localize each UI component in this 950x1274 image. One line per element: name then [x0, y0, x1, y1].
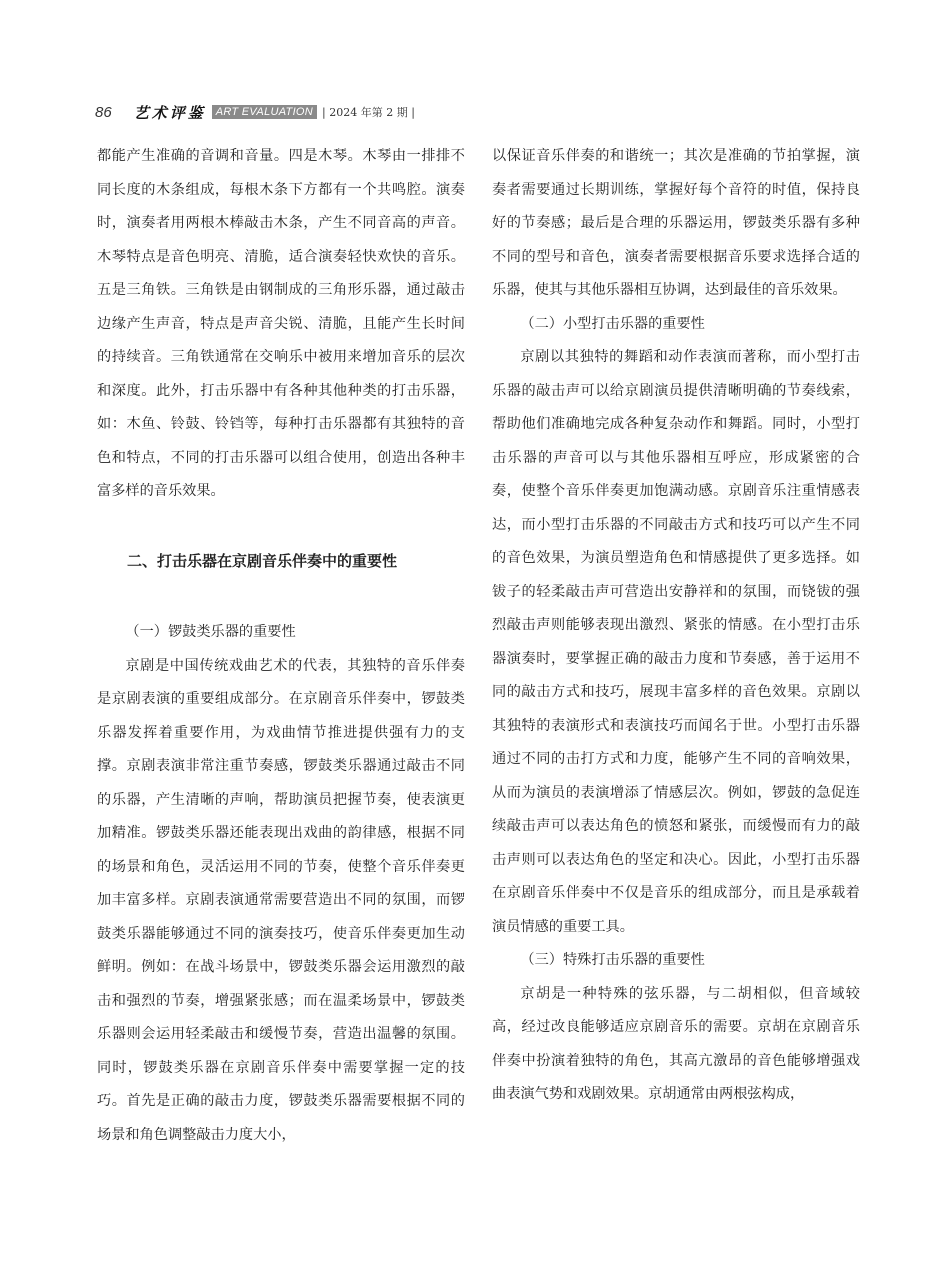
section-heading: 二、打击乐器在京剧音乐伴奏中的重要性 — [127, 551, 398, 570]
left-column — [97, 140, 465, 1152]
left-paragraph-1: 都能产生准确的音调和音量。四是木琴。木琴由一排排不同长度的木条组成，每根木条下方都有一个共鸣腔。演奏时，演奏者用两根木棒敲击木条，产生不同音高的声音。木琴特点是音色明亮、清脆，适合演奏轻快欢快的音乐。五是三角铁。三角铁是由钢制成的三角形乐器，通过敲击边缘产生声音，特点是声音尖锐、清脆，且能产生长时间的持续音。三角铁通常在交响乐中被用来增加音乐的层次和深度。此外，打击乐器中有各种其他种类的打击乐器，如：木鱼、铃鼓、铃铛等，每种打击乐器都有其独特的音色和特点，不同的打击乐器可以组合使用，创造出各种丰富多样的音乐效果。 — [97, 148, 465, 499]
subsection-heading-2: （二）小型打击乐器的重要性 — [520, 315, 705, 332]
right-paragraph-1: 以保证音乐伴奏的和谐统一；其次是准确的节拍掌握，演奏者需要通过长期训练，掌握好每个音符的时值，保持良好的节奏感；最后是合理的乐器运用，锣鼓类乐器有多种不同的型号和音色，演奏者需要根据音乐要求选择合适的乐器，使其与其他乐器相互协调，达到最佳的音乐效果。 — [492, 148, 860, 298]
issue-label: | 2024 年第 2 期 | — [322, 106, 415, 119]
subsection-heading-3: （三）特殊打击乐器的重要性 — [520, 952, 705, 968]
journal-logo-en: ART EVALUATION — [212, 105, 317, 119]
right-column — [492, 140, 860, 1112]
page-header — [95, 100, 415, 124]
right-paragraph-3: 京胡是一种特殊的弦乐器，与二胡相似，但音域较高，经过改良能够适应京剧音乐的需要。京胡在京剧音乐伴奏中扮演着独特的角色，其高亢激昂的音色能够增强戏曲表演气势和戏剧效果。京胡通常由两根弦构成， — [492, 985, 860, 1102]
journal-logo-cn: 艺术评鉴 — [133, 103, 206, 122]
subsection-heading-1: （一）锣鼓类乐器的重要性 — [125, 624, 296, 640]
left-paragraph-2: 京剧是中国传统戏曲艺术的代表，其独特的音乐伴奏是京剧表演的重要组成部分。在京剧音乐伴奏中，锣鼓类乐器发挥着重要作用，为戏曲情节推进提供强有力的支撑。京剧表演非常注重节奏感，锣鼓类乐器通过敲击不同的乐器，产生清晰的声响，帮助演员把握节奏，使表演更加精准。锣鼓类乐器还能表现出戏曲的韵律感，根据不同的场景和角色，灵活运用不同的节奏，使整个音乐伴奏更加丰富多样。京剧表演通常需要营造出不同的氛围，而锣鼓类乐器能够通过不同的演奏技巧，使音乐伴奏更加生动鲜明。例如：在战斗场景中，锣鼓类乐器会运用激烈的敲击和强烈的节奏，增强紧张感；而在温柔场景中，锣鼓类乐器则会运用轻柔敲击和缓慢节奏，营造出温馨的氛围。同时，锣鼓类乐器在京剧音乐伴奏中需要掌握一定的技巧。首先是正确的敲击力度，锣鼓类乐器需要根据不同的场景和角色调整敲击力度大小， — [97, 657, 465, 1143]
page-number: 86 — [95, 103, 112, 121]
right-paragraph-2: 京剧以其独特的舞蹈和动作表演而著称，而小型打击乐器的敲击声可以给京剧演员提供清晰明确的节奏线索，帮助他们准确地完成各种复杂动作和舞蹈。同时，小型打击乐器的声音可以与其他乐器相互呼应，形成紧密的合奏，使整个音乐伴奏更加饱满动感。京剧音乐注重情感表达，而小型打击乐器的不同敲击方式和技巧可以产生不同的音色效果，为演员塑造角色和情感提供了更多选择。如钹子的轻柔敲击声可营造出安静祥和的氛围，而铙钹的强烈敲击声则能够表现出激烈、紧张的情感。在小型打击乐器演奏时，要掌握正确的敲击力度和节奏感，善于运用不同的敲击方式和技巧，展现丰富多样的音色效果。京剧以其独特的表演形式和表演技巧而闻名于世。小型打击乐器通过不同的击打方式和力度，能够产生不同的音响效果，从而为演员的表演增添了情感层次。例如，锣鼓的急促连续敲击声可以表达角色的愤怒和紧张，而缓慢而有力的敲击声则可以表达角色的坚定和决心。因此，小型打击乐器在京剧音乐伴奏中不仅是音乐的组成部分，而且是承载着演员情感的重要工具。 — [492, 349, 860, 935]
